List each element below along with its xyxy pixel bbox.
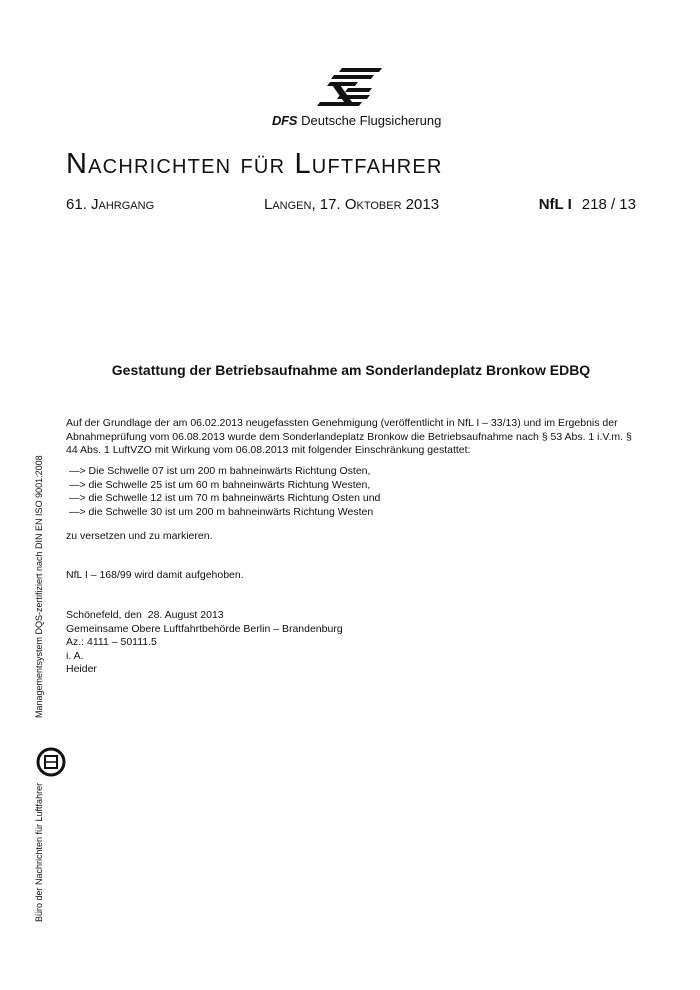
dqs-certification-seal-icon bbox=[36, 746, 66, 778]
office-note: Büro der Nachrichten für Luftfahrer bbox=[34, 782, 44, 922]
signature-on-behalf: i. A. bbox=[66, 649, 84, 662]
publication-title: Nachrichten für Luftfahrer bbox=[66, 148, 443, 180]
signature-block bbox=[66, 609, 636, 677]
dfs-logo-icon bbox=[312, 66, 384, 108]
org-abbreviation: DFS bbox=[272, 113, 298, 128]
series-label: NfL I bbox=[538, 196, 572, 213]
notice-title: Gestattung der Betriebsaufnahme am Sonderlandeplatz Bronkow EDBQ bbox=[111, 362, 591, 378]
org-name bbox=[272, 113, 442, 128]
after-list-paragraph: zu versetzen und zu markieren. bbox=[66, 530, 213, 542]
threshold-list bbox=[66, 465, 636, 519]
intro-paragraph: Auf der Grundlage der am 06.02.2013 neugefassten Genehmigung (veröffentlicht in NfL I – 33/13) und im Ergebnis der Abnahmeprüfung vom 06.08.2013 wurde dem Sonderlandeplatz Bronkow die Betriebsaufnahme nach § 53 Abs. 1 i.V.m. § 44 Abs. 1 LuftVZO mit Wirkung vom 06.08.2013 mit folgender Einschränkung gestattet: bbox=[66, 417, 632, 456]
list-item: —> die Schwelle 30 ist um 200 m bahneinwärts Richtung Westen bbox=[69, 505, 374, 518]
signature-reference: Az.: 4111 – 50111.5 bbox=[66, 636, 157, 648]
issue-info bbox=[66, 196, 636, 216]
list-item: —> die Schwelle 12 ist um 70 m bahneinwärts Richtung Osten und bbox=[69, 492, 381, 504]
volume: 61. Jahrgang bbox=[66, 196, 155, 213]
number-value: 218 / 13 bbox=[581, 196, 636, 213]
revocation-paragraph: NfL I – 168/99 wird damit aufgehoben. bbox=[66, 569, 244, 581]
signature-authority: Gemeinsame Obere Luftfahrtbehörde Berlin – Brandenburg bbox=[66, 622, 343, 635]
org-full-name: Deutsche Flugsicherung bbox=[301, 113, 442, 128]
signature-place-date: Schönefeld, den 28. August 2013 bbox=[66, 609, 224, 621]
list-item: —> Die Schwelle 07 ist um 200 m bahneinwärts Richtung Osten, bbox=[69, 465, 371, 477]
issue-number bbox=[539, 196, 636, 213]
signature-name: Heider bbox=[66, 663, 97, 675]
list-item: —> die Schwelle 25 ist um 60 m bahneinwärts Richtung Westen, bbox=[69, 478, 371, 491]
certification-note: Managementsystem DQS-zertifiziert nach DIN EN ISO 9001:2008 bbox=[34, 455, 44, 718]
place-date: Langen, 17. Oktober 2013 bbox=[264, 196, 440, 213]
